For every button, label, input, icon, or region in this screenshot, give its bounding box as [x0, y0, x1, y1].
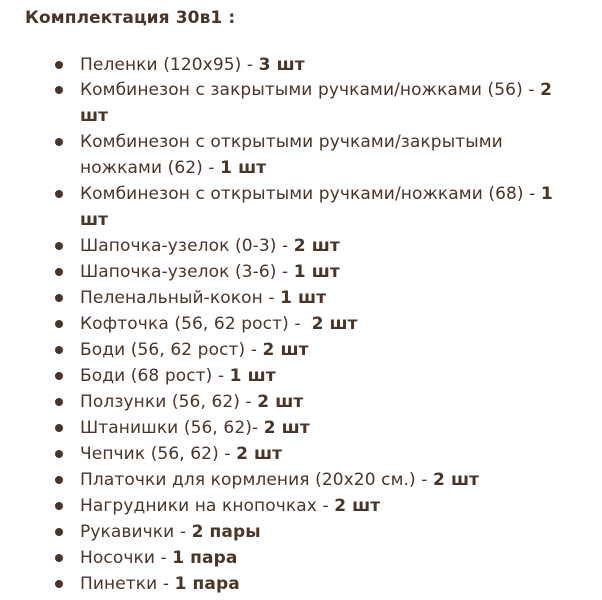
item-text-continued: ножками (62) - [80, 158, 221, 178]
item-text: Платочки для кормления (20х20 см.) - [80, 470, 433, 490]
bullet-icon [55, 346, 63, 354]
bullet-icon [55, 372, 63, 380]
item-quantity: 1 пара [172, 548, 238, 568]
bullet-icon [55, 502, 63, 510]
bullet-icon [55, 138, 63, 146]
bullet-icon [55, 294, 63, 302]
list-item [80, 415, 585, 441]
item-quantity: 2 шт [257, 392, 304, 412]
list-item [80, 129, 585, 181]
item-quantity: 1 шт [293, 262, 340, 282]
item-quantity: 2 шт [293, 236, 340, 256]
item-continuation [80, 155, 585, 181]
item-quantity: 2 [540, 80, 553, 100]
list-item [80, 493, 585, 519]
list-item [80, 259, 585, 285]
item-quantity-unit: шт [80, 106, 109, 126]
item-quantity: 3 шт [258, 55, 305, 75]
item-quantity: 1 пара [174, 574, 240, 594]
item-text: Ползунки (56, 62) - [80, 392, 258, 412]
item-text: Пеленальный-кокон - [80, 288, 281, 308]
item-quantity: 1 шт [280, 288, 327, 308]
list-item [80, 545, 585, 571]
bullet-icon [55, 450, 63, 458]
list-item [80, 571, 585, 597]
list-item [80, 233, 585, 259]
item-text: Пинетки - [80, 574, 175, 594]
list-item [80, 519, 585, 545]
list-item [80, 77, 585, 129]
page-title: Комплектация 30в1 : [25, 8, 236, 28]
item-text: Комбинезон с открытыми ручками/закрытыми [80, 132, 503, 152]
list-item [80, 363, 585, 389]
item-text: Шапочка-узелок (0-3) - [80, 236, 294, 256]
list-item [80, 181, 585, 233]
item-text: Нагрудники на кнопочках - [80, 496, 335, 516]
bullet-icon [55, 476, 63, 484]
item-text: Шапочка-узелок (3-6) - [80, 262, 294, 282]
item-text: Кофточка (56, 62 рост) - [80, 314, 312, 334]
item-quantity: 2 шт [263, 418, 310, 438]
item-quantity: 2 шт [311, 314, 358, 334]
bullet-icon [55, 554, 63, 562]
item-quantity: 1 [540, 184, 553, 204]
item-text: Рукавички - [80, 522, 192, 542]
item-quantity: 1 шт [229, 366, 276, 386]
item-text: Пеленки (120х95) - [80, 55, 259, 75]
list-item [80, 285, 585, 311]
item-quantity: 2 шт [262, 340, 309, 360]
list-item [80, 52, 585, 78]
bullet-icon [55, 61, 63, 69]
list-item [80, 337, 585, 363]
item-text: Носочки - [80, 548, 173, 568]
item-text: Комбинезон с закрытыми ручками/ножками (56) - [80, 80, 541, 100]
bullet-icon [55, 190, 63, 198]
bullet-icon [55, 424, 63, 432]
item-text: Боди (68 рост) - [80, 366, 230, 386]
item-text: Чепчик (56, 62) - [80, 444, 237, 464]
list-item [80, 467, 585, 493]
bullet-icon [55, 268, 63, 276]
item-continuation [80, 207, 585, 233]
bullet-icon [55, 320, 63, 328]
item-text: Штанишки (56, 62)- [80, 418, 264, 438]
item-text: Боди (56, 62 рост) - [80, 340, 263, 360]
item-continuation [80, 103, 585, 129]
bullet-icon [55, 242, 63, 250]
bullet-icon [55, 86, 63, 94]
item-quantity: 1 шт [220, 158, 267, 178]
bullet-icon [55, 580, 63, 588]
item-quantity-unit: шт [80, 210, 109, 230]
item-quantity: 2 пары [191, 522, 261, 542]
list-item [80, 389, 585, 415]
bullet-icon [55, 398, 63, 406]
item-text: Комбинезон с открытыми ручками/ножками (68) - [80, 184, 541, 204]
item-quantity: 2 шт [236, 444, 283, 464]
list-item [80, 311, 585, 337]
bullet-icon [55, 528, 63, 536]
list-item [80, 441, 585, 467]
item-quantity: 2 шт [433, 470, 480, 490]
item-quantity: 2 шт [334, 496, 381, 516]
